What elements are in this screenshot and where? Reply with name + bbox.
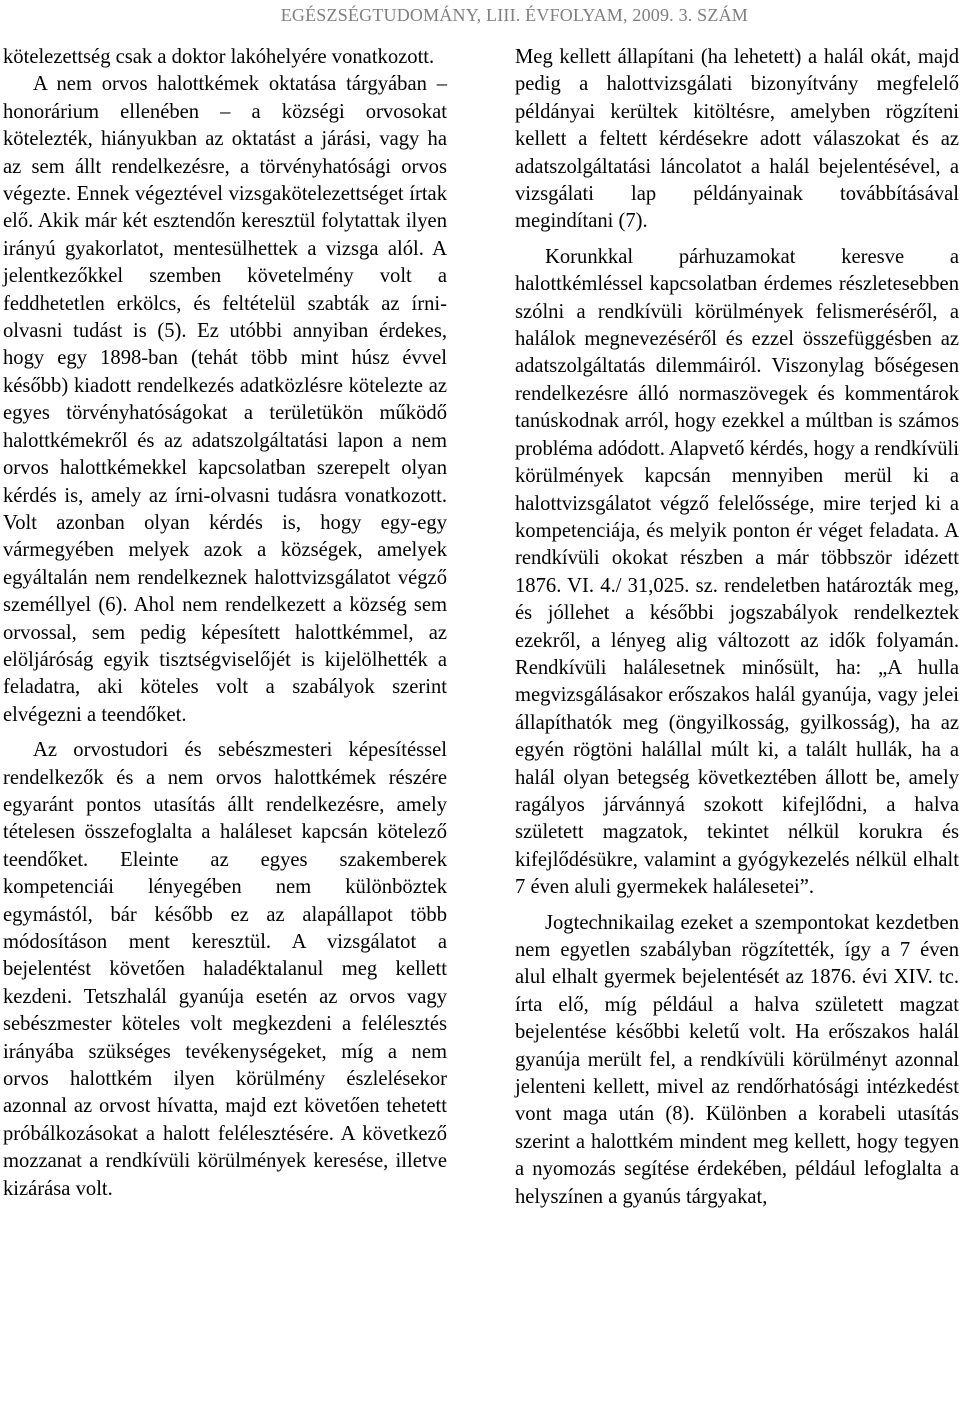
paragraph-legal-technique: Jogtechnikailag ezeket a szempontokat kezdetben nem egyetlen szabályban rögzítették, így a 7 éven alul elhalt gyermek bejelentését az 1876. évi XIV. tc. írta elő, míg például a halva született magzat bejelentése későbbi keletű volt. Ha erőszakos halál gyanúja merült fel, a rendkívüli körülményt azonnal jelenteni kellett, mivel az rendőrhatósági intézkedést vont maga után (8). Különben a korabeli utasítás szerint a halottkém mindent meg kellett, hogy tegyen a nyomozás segítése érdekében, például lefoglalta a helyszínen a gyanús tárgyakat,: [515, 911, 959, 1208]
paragraph-cause-of-death: Meg kellett állapítani (ha lehetett) a halál okát, majd pedig a halottvizsgálati bizonyítvány megfelelő példányai kerültek kitöltésre, amelyben rögzíteni kellett a feltett kérdésekre adott válaszokat és az adatszolgáltatási láncolatot a halál bejelentésével, a vizsgálati lap példányainak továbbításával megindítani (7).: [515, 46, 959, 233]
paragraph-continuation: kötelezettség csak a doktor lakóhelyére vonatkozott.: [3, 46, 435, 68]
paragraph-extraordinary-circumstances: Korunkkal párhuzamokat keresve a halottkémléssel kapcsolatban érdemes részletesebben szólni a rendkívüli körülmények felismeréséről, a halálok megnevezéséről és ezzel összefüggésben az adatszolgáltatás dilemmáiról. Viszonylag bőségesen rendelkezésre álló normaszövegek és kommentárok tanúskodnak arról, hogy ezekkel a múltban is számos probléma adódott. Alapvető kérdés, hogy a rendkívüli körülmények kapcsán mennyiben merül ki a halottvizsgálatot végző felelőssége, mire terjed ki a kompetenciája, és melyik ponton ér véget feladata. A rendkívüli okokat részben a már többször idézett 1876. VI. 4./ 31,025. sz. rendeletben határozták meg, és jóllehet a későbbi jogszabályok rendelkeztek ezekről, a lényeg alig változott az idők folyamán. Rendkívüli halálesetnek minősült, ha: „A hulla megvizsgálásakor erőszakos halál gyanúja, vagy jelei állapíthatók meg (öngyilkosság, gyilkosság), ha az egyén rögtöni halállal múlt ki, a talált hullák, ha a halál olyan betegség következtében állott be, amely ragályos járvánnyá szokott kifejlődni, a halva született magzatok, tekintet nélkül korukra és kifejlődésükre, valamint a gyógykezelés nélkül elhalt 7 éven aluli gyermekek halálesetei”.: [515, 245, 959, 899]
right-column: [515, 44, 959, 1211]
paragraph-examiner-duties: Az orvostudori és sebészmesteri képesítéssel rendelkezők és a nem orvos halottkémek részére egyaránt pontos utasítás állt rendelkezésre, amely tételesen összefoglalta a haláleset kapcsán kötelező teendőket. Eleinte az egyes szakemberek kompetenciái lényegében nem különböztek egymástól, bár később ez az alapállapot több módosításon ment keresztül. A vizsgálatot a bejelentést követően haladéktalanul meg kellett kezdeni. Tetszhalál gyanúja esetén az orvos vagy sebészmester köteles volt megkezdeni a felélesztés irányába szükséges tevékenységeket, míg a nem orvos halottkém ilyen körülmény észlelésekor azonnal az orvost hívatta, majd ezt követően tehetett próbálkozásokat a halott felélesztésére. A következő mozzanat a rendkívüli körülmények keresése, illetve kizárása volt.: [3, 739, 447, 1200]
paragraph-examiner-training: A nem orvos halottkémek oktatása tárgyában – honorárium ellenében – a községi orvosokat kötelezték, hiányukban az oktatást a járási, vagy ha az sem állt rendelkezésre, a törvényhatósági orvos végezte. Ennek végeztével vizsgakötelezettséget írtak elő. Akik már két esztendőn keresztül folytattak ilyen irányú gyakorlatot, mentesülhettek a vizsga alól. A jelentkezőkkel szemben követelmény volt a feddhetetlen erkölcs, és feltételül szabták az írni-olvasni tudást is (5). Ez utóbbi annyiban érdekes, hogy egy 1898-ban (tehát több mint húsz évvel később) kiadott rendelkezés adatközlésre kötelezte az egyes törvényhatóságokat a területükön működő halottkémekről és az adatszolgáltatási lapon a nem orvos halottkémekkel kapcsolatban szerepelt olyan kérdés is, amely az írni-olvasni tudásra vonatkozott. Volt azonban olyan kérdés is, hogy egy-egy vármegyében melyek azok a községek, amelyek egyáltalán nem rendelkeznek halottvizsgálatot végző személlyel (6). Ahol nem rendelkezett a község sem orvossal, sem pedig képesített halottkémmel, az elöljáróság egyik tisztségviselőjét is kijelölhették a feladatra, aki köteles volt a szabályok szerint elvégezni a teendőket.: [3, 73, 447, 726]
running-header: EGÉSZSÉGTUDOMÁNY, LIII. ÉVFOLYAM, 2009. 3. SZÁM: [280, 5, 748, 25]
left-column: [3, 44, 447, 1203]
